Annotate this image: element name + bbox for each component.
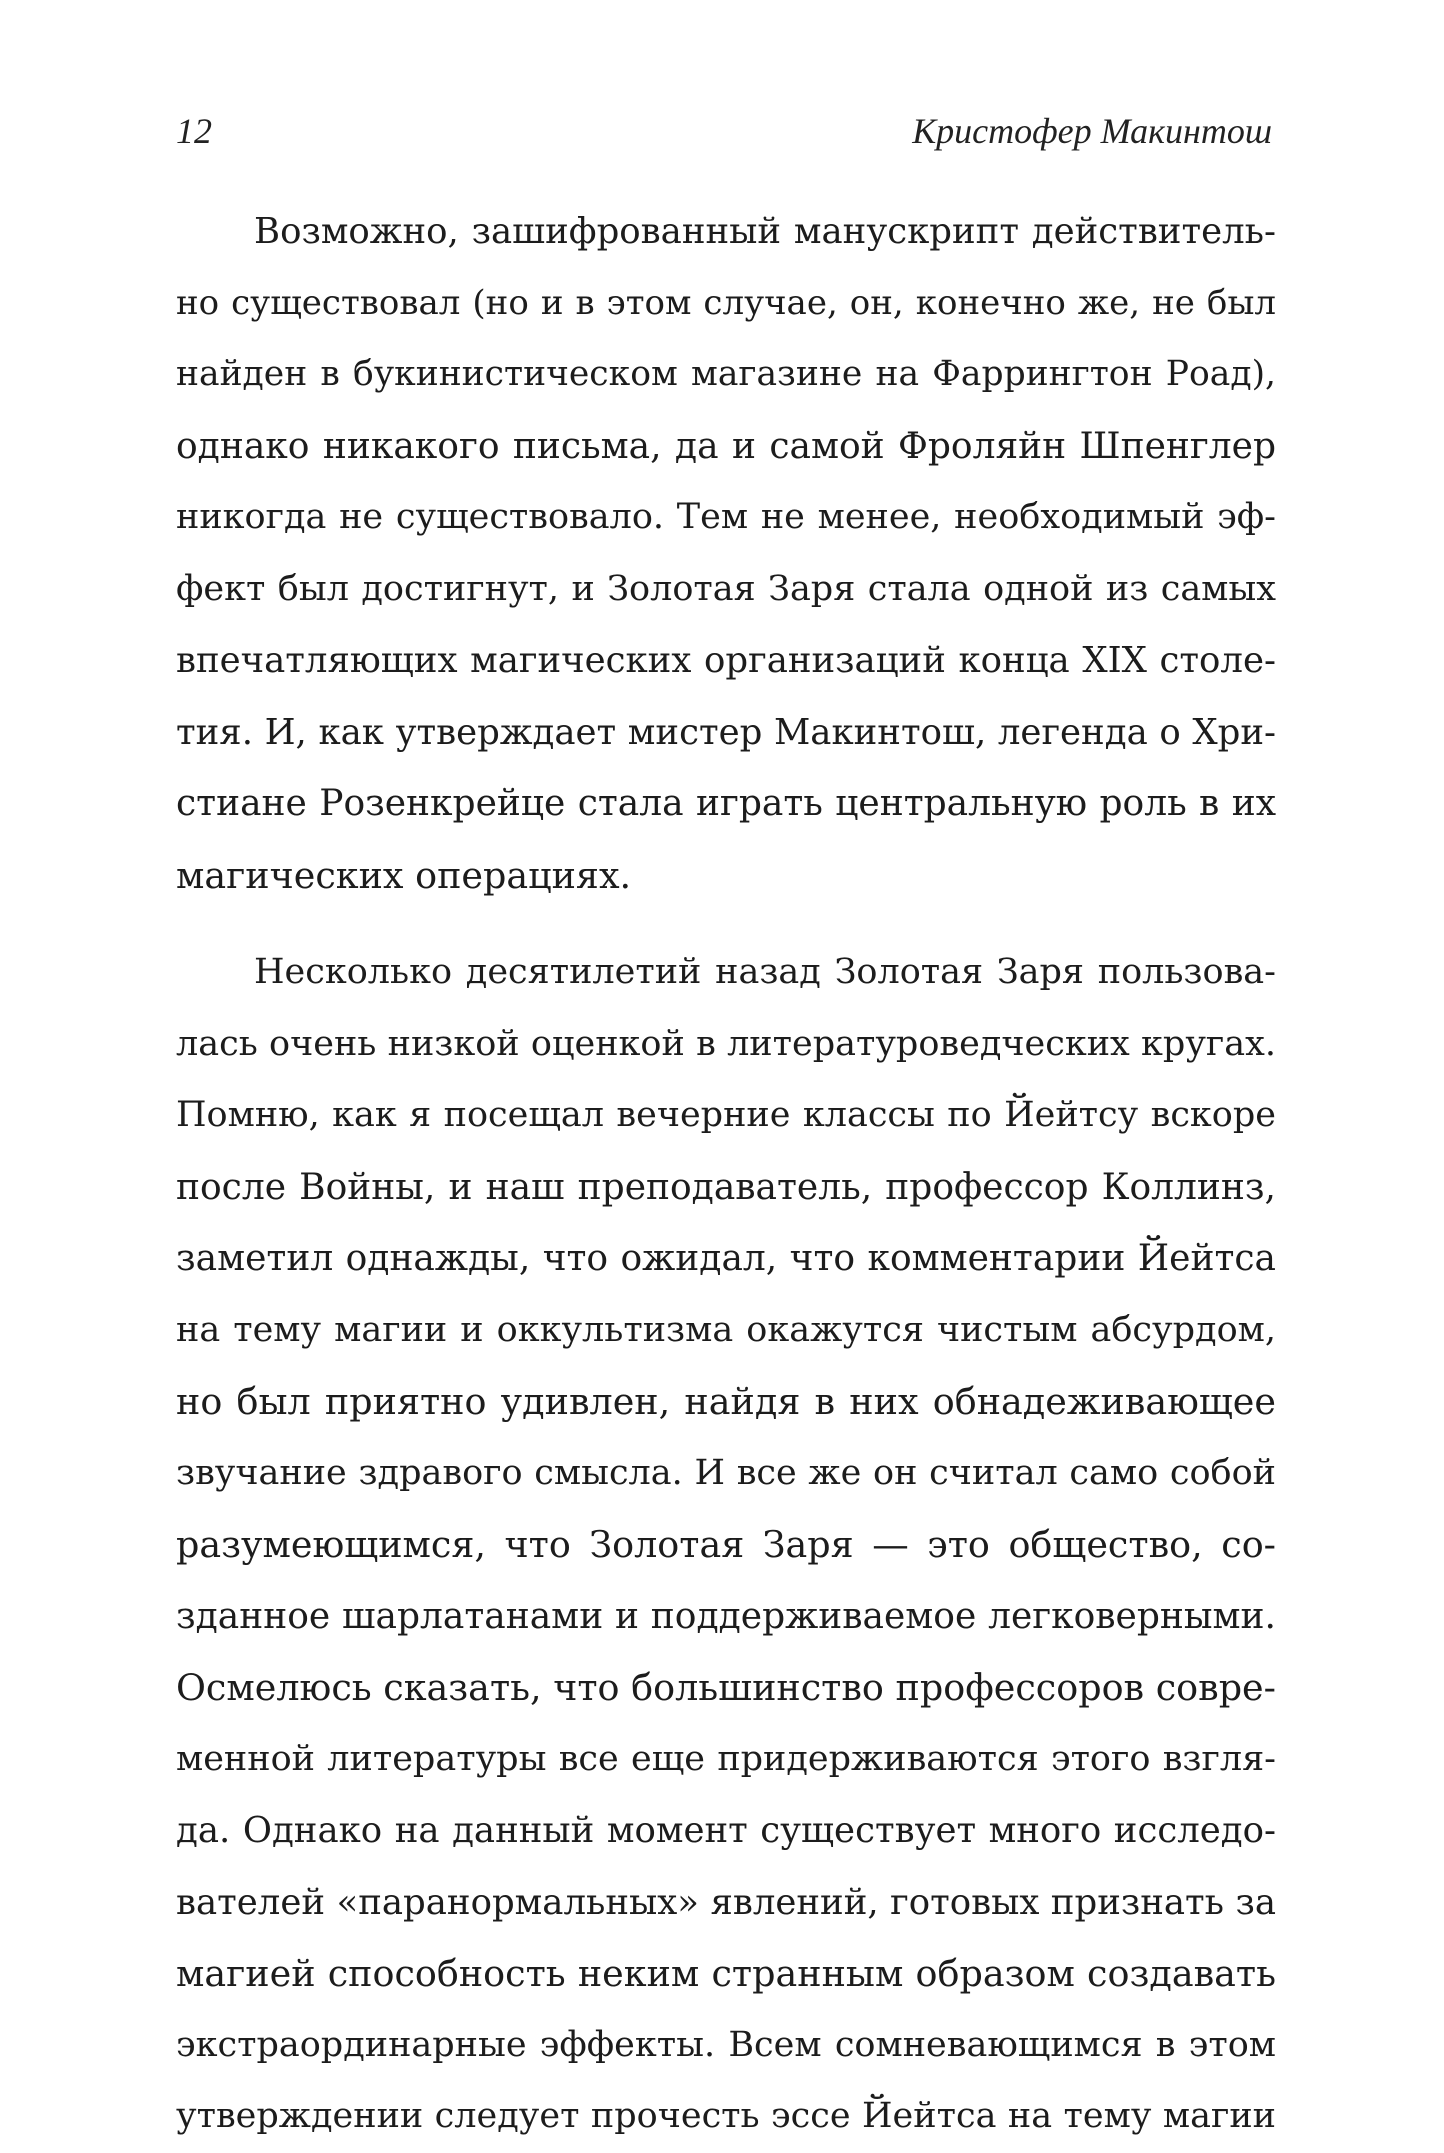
page-number: 12 [176,111,212,151]
text-line: заметил однажды, что ожидал, что комментарии Йейтса [176,1238,1276,1279]
text-line: однако никакого письма, да и самой Фроляйн Шпенглер [176,425,1276,467]
text-line: лась очень низкой оценкой в литературоведческих кругах. [176,1023,1276,1064]
text-line: после Войны, и наш преподаватель, профессор Коллинз, [176,1166,1276,1208]
text-line: Помню, как я посещал вечерние классы по Йейтсу вскоре [176,1095,1276,1135]
text-line: впечатляющих магических организаций конца XIX столе- [176,640,1276,681]
running-title: Кристофер Макинтош [912,111,1272,151]
text-line: экстраординарные эффекты. Всем сомневающимся в этом [176,2024,1276,2065]
text-line: магией способность неким странным образом создавать [176,1952,1276,1995]
text-line: но был приятно удивлен, найдя в них обнадеживающее [176,1380,1276,1423]
running-header [176,110,1272,160]
text-line: Возможно, зашифрованный манускрипт действитель- [254,211,1276,252]
text-line: звучание здравого смысла. И все же он считал само собой [176,1452,1276,1493]
text-line: разумеющимся, что Золотая Заря — это общество, со- [176,1523,1276,1566]
text-line: магических операциях. [176,853,632,897]
text-line: зданное шарлатанами и поддерживаемое легковерными. [176,1595,1276,1637]
paragraph-gap [176,911,1276,937]
text-line: стиане Розенкрейце стала играть центральную роль в их [176,783,1276,824]
text-line: найден в букинистическом магазине на Фаррингтон Роад), [176,354,1276,394]
body-text [176,196,1276,2153]
text-line: никогда не существовало. Тем не менее, необходимый эф- [176,497,1276,537]
text-line: фект был достигнут, и Золотая Заря стала одной из самых [176,568,1276,609]
text-line: но существовал (но и в этом случае, он, конечно же, не был [176,282,1276,323]
text-line: на тему магии и оккультизма окажутся чистым абсурдом, [176,1309,1276,1350]
text-line: вателей «паранормальных» явлений, готовых признать за [176,1881,1276,1923]
text-line: утверждении следует прочесть эссе Йейтса на тему магии [176,2096,1276,2136]
text-line: да. Однако на данный момент существует много исследо- [176,1810,1276,1851]
text-line: тия. И, как утверждает мистер Макинтош, легенда о Хри- [176,711,1276,753]
text-line: менной литературы все еще придерживаются этого взгля- [176,1738,1276,1779]
text-line: Несколько десятилетий назад Золотая Заря пользова- [254,952,1276,992]
text-line: Осмелюсь сказать, что большинство профессоров совре- [176,1666,1276,1709]
